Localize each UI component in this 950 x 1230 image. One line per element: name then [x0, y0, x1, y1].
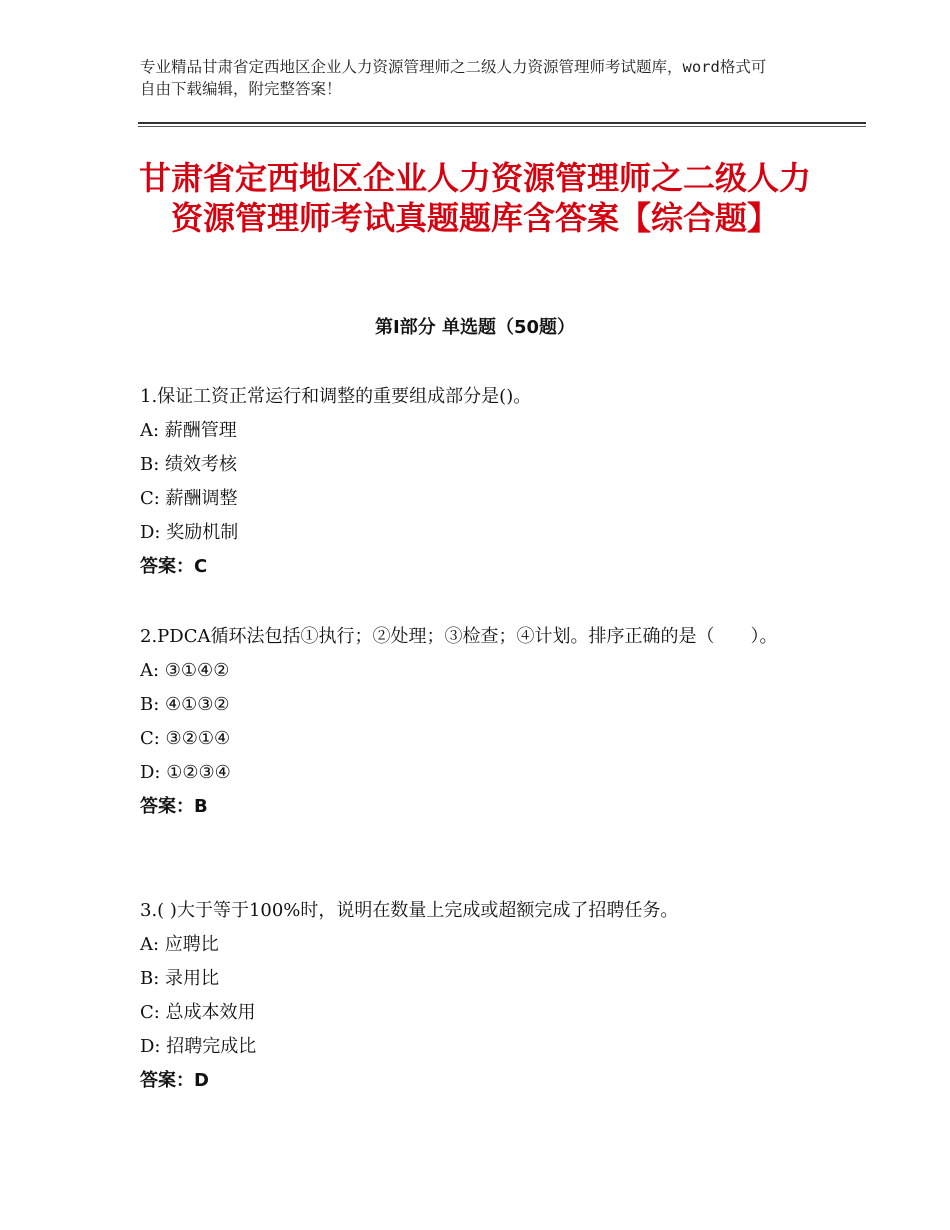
header-note: 专业精品甘肃省定西地区企业人力资源管理师之二级人力资源管理师考试题库，word格式可自由下载编辑，附完整答案！ [140, 58, 767, 98]
question-3 [140, 894, 820, 1098]
option-c: C: ③②①④ [140, 728, 231, 749]
option-a: A: 薪酬管理 [140, 420, 237, 441]
option-c: C: 薪酬调整 [140, 488, 238, 509]
option-b: B: 录用比 [140, 968, 220, 989]
header-divider [138, 122, 866, 124]
question-1 [140, 380, 820, 584]
header-divider-thin [138, 126, 866, 127]
question-stem: 3.( )大于等于100%时，说明在数量上完成或超额完成了招聘任务。 [140, 900, 679, 921]
section-heading: 第Ⅰ部分 单选题（50题） [374, 317, 575, 338]
question-2 [140, 620, 820, 824]
answer: 答案：B [140, 796, 208, 817]
option-d: D: 奖励机制 [140, 522, 239, 543]
option-b: B: 绩效考核 [140, 454, 238, 475]
option-d: D: 招聘完成比 [140, 1036, 257, 1057]
answer: 答案：C [140, 556, 208, 577]
document-title: 甘肃省定西地区企业人力资源管理师之二级人力资源管理师考试真题题库含答案【综合题】 [138, 159, 811, 237]
question-stem: 1.保证工资正常运行和调整的重要组成部分是()。 [140, 386, 532, 407]
option-a: A: 应聘比 [140, 934, 219, 955]
question-stem: 2.PDCA循环法包括①执行；②处理；③检查；④计划。排序正确的是（ ）。 [140, 626, 778, 647]
option-c: C: 总成本效用 [140, 1002, 256, 1023]
option-a: A: ③①④② [140, 660, 230, 681]
answer: 答案：D [140, 1070, 209, 1091]
option-b: B: ④①③② [140, 694, 230, 715]
option-d: D: ①②③④ [140, 762, 231, 783]
